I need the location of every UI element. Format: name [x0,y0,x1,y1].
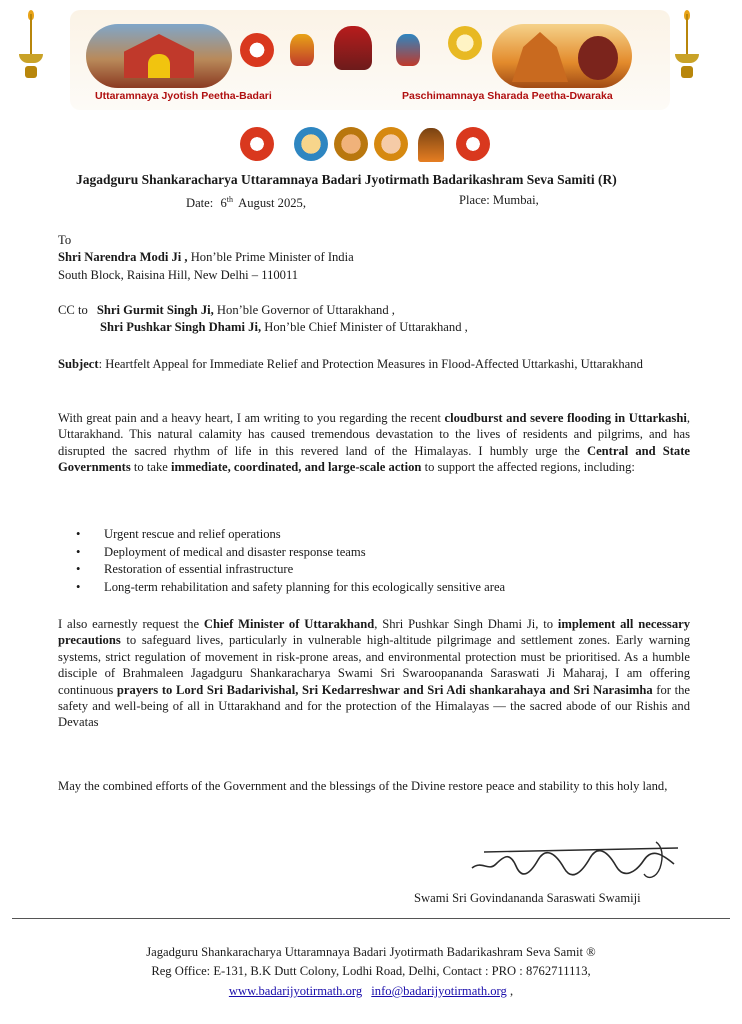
deity-figure-icon [290,34,314,66]
cc-first-name: Shri Gurmit Singh Ji, [96,303,214,317]
to-label: To [58,233,72,247]
para2-bold-3: prayers to Lord Sri Badarivishal, Sri Kedarreshwar and Sri Adi shankarahaya and Sri Narasimha [116,682,653,697]
saint-portrait-icon [374,127,408,161]
sun-emblem-icon [240,127,274,161]
para2-text-4: for the safety and well-being of all in Uttarakhand and for the protection of the Himalayas — the sacred abode of our Rishis and Devatas [58,682,690,730]
handwritten-signature [466,838,688,884]
footer-address: Reg Office: E-131, B.K Dutt Colony, Lodhi Road, Delhi, Contact : PRO : 8762711113, [151,964,591,979]
list-item: • Restoration of essential infrastructure [58,561,690,579]
para1-bold-3: immediate, coordinated, and large-scale action [170,460,422,475]
sun-emblem-icon [240,33,274,67]
addressee-name: Shri Narendra Modi Ji , [58,250,188,265]
addressee-designation: Hon’ble Prime Minister of India [187,250,354,265]
letterhead-banner [0,0,742,112]
footer-organization: Jagadguru Shankaracharya Uttaramnaya Badari Jyotirmath Badarikashram Seva Samit ® [146,945,596,959]
oil-lamp-right-icon [674,10,700,82]
date-label: Date: [186,196,214,211]
para2-bold-2: implement all necessary precautions [58,617,691,648]
para1-text-2: , Uttarakhand. This natural calamity has caused tremendous devastation to the lives of residents and pilgrims, and has disrupted the sacred rhythm of life in this revered land of the Himalayas. I humbly urge the [58,411,690,458]
letter-date [186,192,306,212]
subject-line [58,356,658,372]
cc-second-name: Shri Pushkar Singh Dhami Ji, [100,320,262,335]
para1-text-4: to support the affected regions, including: [421,460,635,475]
badari-temple-image [86,24,232,88]
organization-title: Jagadguru Shankaracharya Uttaramnaya Badari Jyotirmath Badarikashram Seva Samiti (R) [76,172,617,187]
letter-place: Place: Mumbai, [459,193,539,207]
para2-bold-1: Chief Minister of Uttarakhand [203,617,375,631]
peetha-seal-icon [448,26,482,60]
date-suffix: th [226,195,233,204]
right-peetha-caption: Paschimamnaya Sharada Peetha-Dwaraka [402,90,613,102]
signatory-name: Swami Sri Govindananda Saraswati Swamiji [414,891,641,905]
subject-text: : Heartfelt Appeal for Immediate Relief and Protection Measures in Flood-Affected Uttarkashi, Uttarakhand [98,357,643,371]
para1-bold-1: cloudburst and severe flooding in Uttarkashi [444,411,687,425]
vishnu-portrait-icon [294,127,328,161]
para2-text-2: , Shri Pushkar Singh Dhami Ji, to [374,617,558,631]
addressee-block [58,232,678,283]
subject-label: Subject [58,357,99,371]
sun-emblem-icon [456,127,490,161]
para2-text-3: to safeguard lives, particularly in vulnerable high-altitude pilgrimage and settlement zones. Early warning systems, strict regulation of movement in risk-prone areas, and environmental protection must be prioritised. As a humble disciple of Brahmaleen Jagadguru Shankaracharya Swami Sri Swaroopananda Saraswati Ji Maharaj, I am offering continuous [58,633,690,697]
acharya-figure-icon [418,128,444,162]
footer [0,944,742,999]
para1-bold-2: Central and State Governments [58,443,690,475]
cc-first-title: Hon’ble Governor of Uttarakhand , [213,303,395,317]
para2-text-1: I also earnestly request the [58,617,204,631]
oil-lamp-left-icon [18,10,44,82]
email-link[interactable]: info@badarijyotirmath.org [371,983,507,998]
appeal-paragraph [58,410,690,476]
deity-figure-icon [396,34,420,66]
footer-trailing-comma: , [506,983,514,998]
list-item: • Long-term rehabilitation and safety planning for this ecologically sensitive area [58,579,690,597]
left-peetha-caption: Uttaramnaya Jyotish Peetha-Badari [95,90,272,102]
shankaracharya-portrait-icon [334,26,372,70]
deity-icon-row [240,124,500,164]
cc-block [58,302,698,336]
date-day: 6 [220,196,227,211]
para1-text-3: to take [130,460,171,475]
cc-label: CC to [58,303,88,317]
request-paragraph [58,616,690,731]
deity-portrait-icon [334,127,368,161]
list-item: • Urgent rescue and relief operations [58,526,690,544]
para1-text-1: With great pain and a heavy heart, I am writing to you regarding the recent [58,411,445,425]
footer-divider [12,918,730,919]
list-item: • Deployment of medical and disaster response teams [58,544,690,562]
date-rest: August 2025, [238,196,306,211]
website-link[interactable]: www.badarijyotirmath.org [228,983,363,998]
addressee-address: South Block, Raisina Hill, New Delhi – 110011 [58,267,299,282]
dwaraka-temple-image [492,24,632,88]
relief-measures-list [58,526,690,596]
cc-second-title: Hon’ble Chief Minister of Uttarakhand , [261,320,468,335]
closing-paragraph: May the combined efforts of the Government and the blessings of the Divine restore peace and stability to this holy land, [58,779,668,793]
